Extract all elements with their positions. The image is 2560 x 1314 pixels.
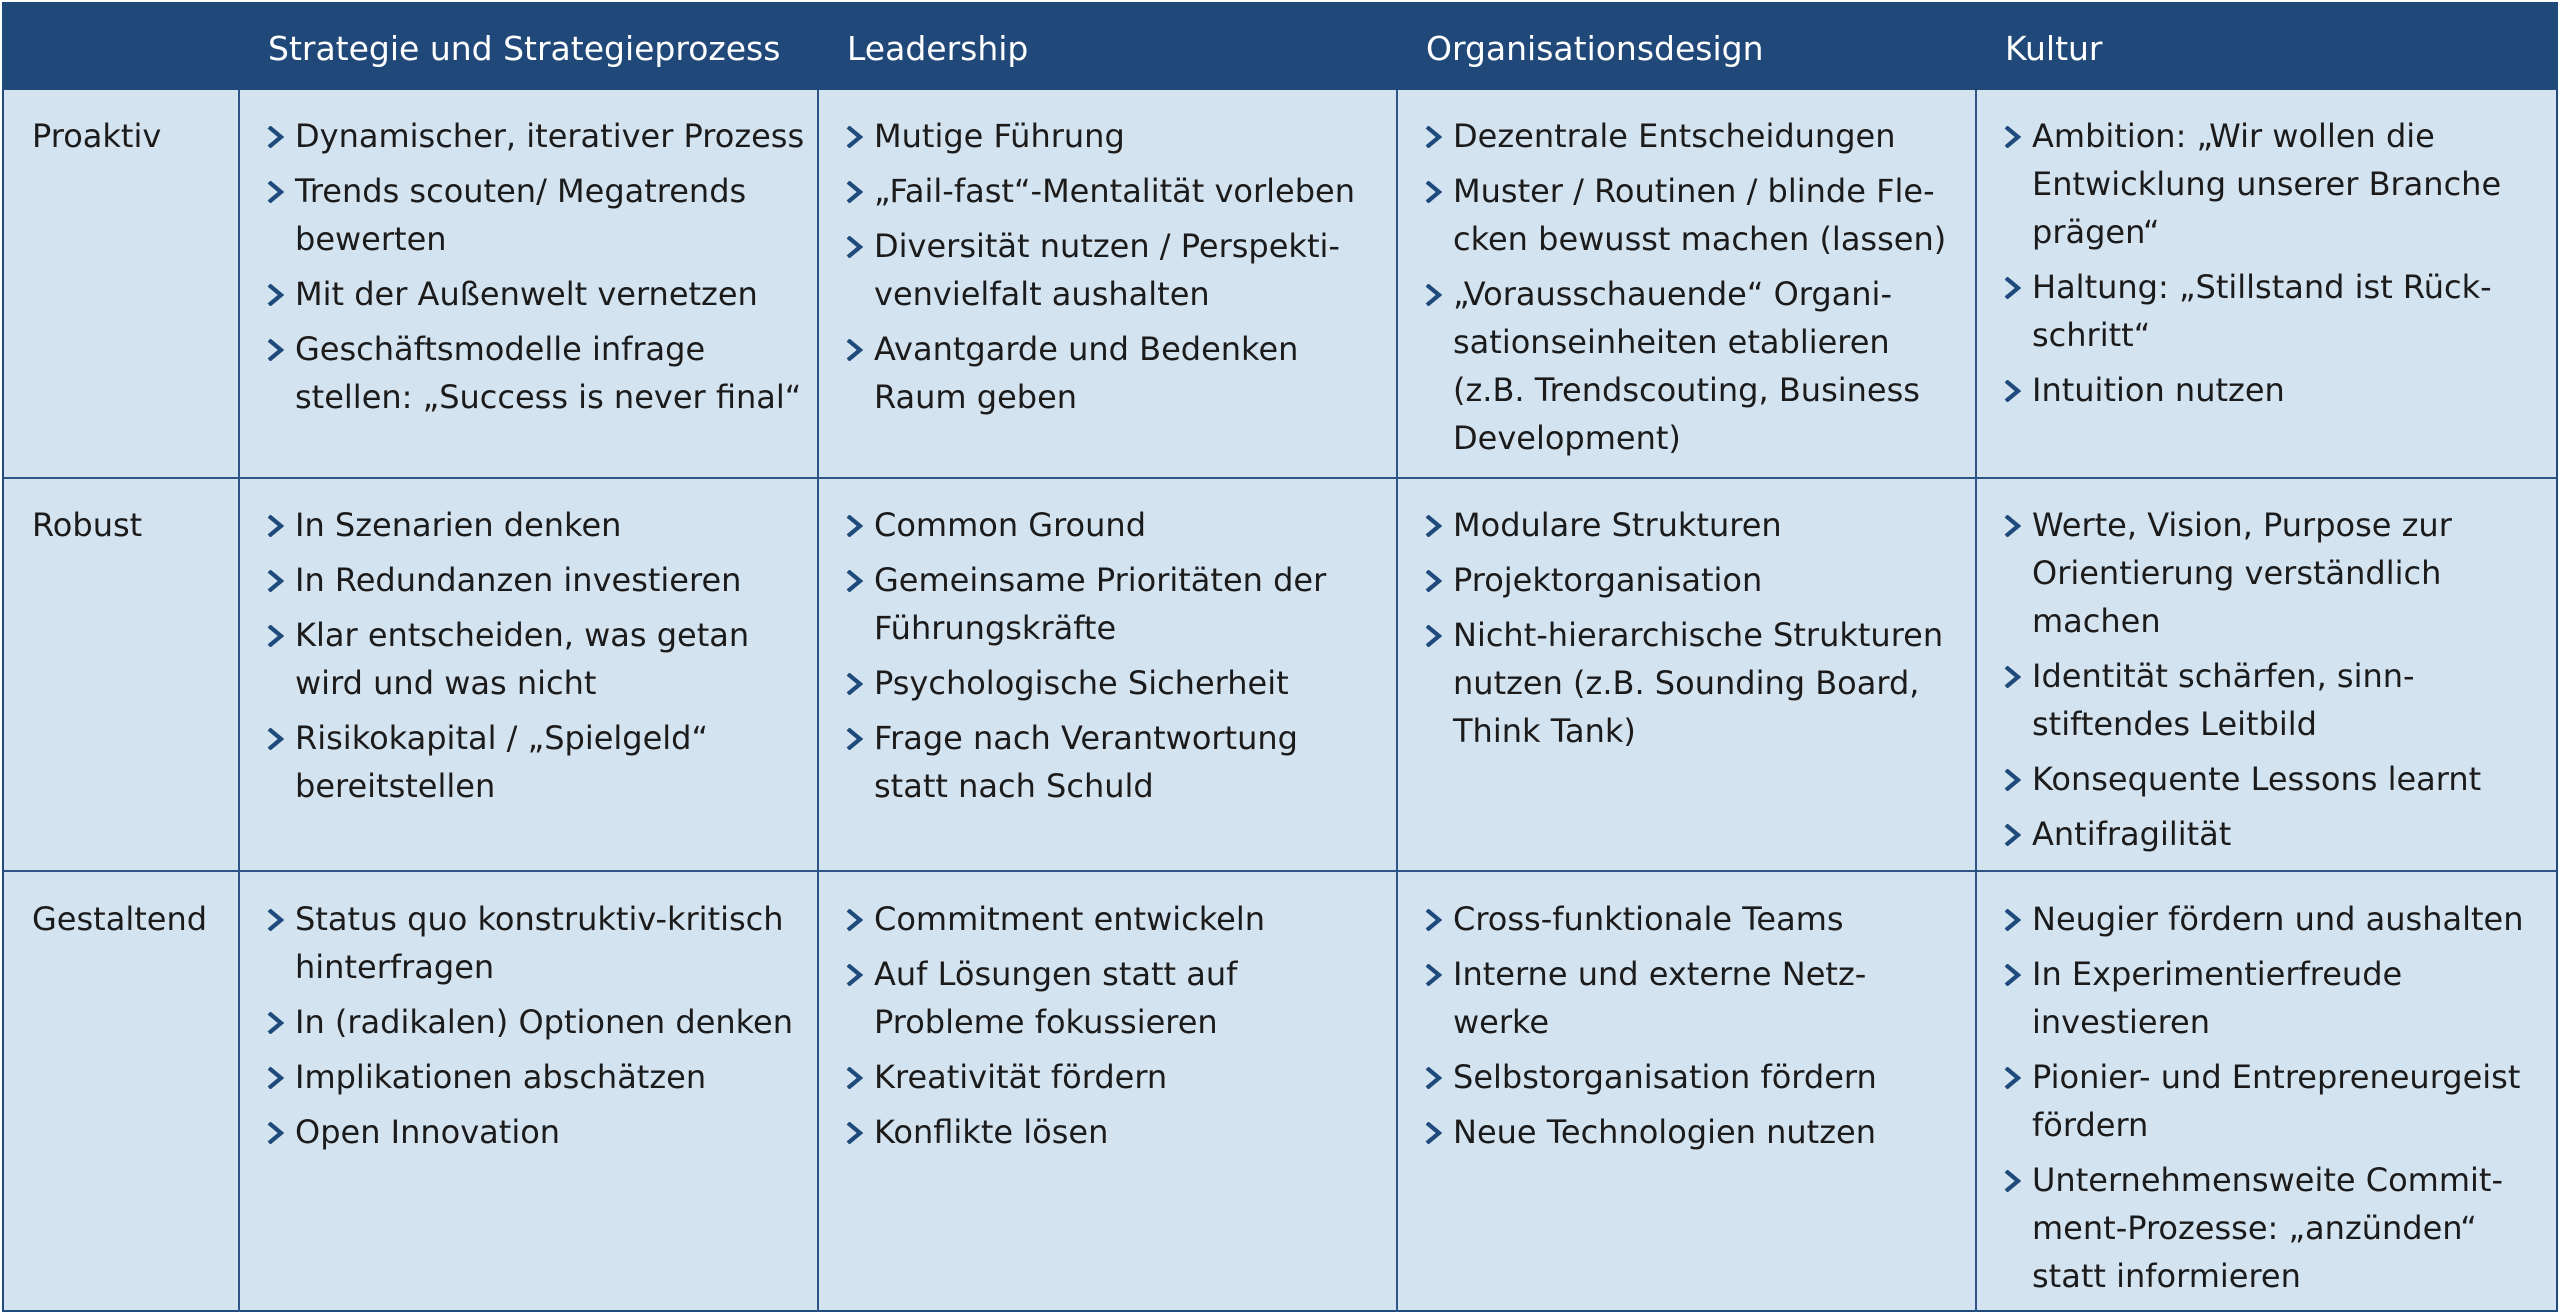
header-strategie: Strategie und Strategieprozess <box>268 29 781 68</box>
list-item <box>2003 366 2548 414</box>
chevron-right-icon <box>1424 570 1442 592</box>
list-item-text: Intuition nutzen <box>2032 371 2285 409</box>
list-item <box>266 714 806 810</box>
list-item-text: Konsequente Lessons learnt <box>2032 760 2482 798</box>
list-item <box>845 556 1385 652</box>
list-item-text: In Experimentierfreude investieren <box>2032 955 2403 1041</box>
list-item-text: Werte, Vision, Purpose zur Orientierung verständlich machen <box>2032 506 2452 640</box>
cell-robust-kultur <box>2003 501 2548 865</box>
chevron-right-icon <box>2003 769 2021 791</box>
list-item-text: „Fail-fast“-Mentalität vorleben <box>874 172 1355 210</box>
list-item-text: Gemeinsame Prioritäten der Führungskräfte <box>874 561 1327 647</box>
chevron-right-icon <box>266 284 284 306</box>
cell-robust-strategie <box>266 501 806 817</box>
list-item <box>845 112 1385 160</box>
list-item <box>1424 1053 1964 1101</box>
list-item-text: Dynamischer, iterativer Prozess <box>295 117 805 155</box>
list-item-text: Avantgarde und Bedenken Raum geben <box>874 330 1299 416</box>
list-item-text: Pionier- und Entrepreneurgeist fördern <box>2032 1058 2521 1144</box>
list-item <box>2003 895 2548 943</box>
row-label-robust: Robust <box>32 506 143 544</box>
list-item <box>266 1053 806 1101</box>
list-item-text: Selbstorganisation fördern <box>1453 1058 1877 1096</box>
list-item <box>845 895 1385 943</box>
list-item <box>266 998 806 1046</box>
row-divider <box>4 477 2556 479</box>
chevron-right-icon <box>2003 666 2021 688</box>
list-item-text: Nicht-hierarchische Strukturen nutzen (z.B. Sounding Board, Think Tank) <box>1453 616 1944 750</box>
list-item <box>266 501 806 549</box>
list-item <box>1424 1108 1964 1156</box>
list-item <box>2003 263 2548 359</box>
list-item <box>845 325 1385 421</box>
list-item-text: Auf Lösungen statt auf Probleme fokussieren <box>874 955 1238 1041</box>
chevron-right-icon <box>845 339 863 361</box>
list-item-text: Mutige Führung <box>874 117 1125 155</box>
list-item <box>845 1053 1385 1101</box>
row-divider <box>4 870 2556 872</box>
list-item <box>266 611 806 707</box>
list-item-text: Konflikte lösen <box>874 1113 1109 1151</box>
list-item <box>266 556 806 604</box>
row-label-proaktiv: Proaktiv <box>32 117 162 155</box>
list-item <box>845 222 1385 318</box>
column-divider <box>238 90 240 1312</box>
list-item-text: Status quo konstruktiv-kritisch hinterfragen <box>295 900 784 986</box>
chevron-right-icon <box>2003 126 2021 148</box>
chevron-right-icon <box>2003 277 2021 299</box>
list-item <box>266 1108 806 1156</box>
list-item-text: Antifragilität <box>2032 815 2232 853</box>
chevron-right-icon <box>845 236 863 258</box>
list-item <box>1424 895 1964 943</box>
cell-gestaltend-kultur <box>2003 895 2548 1307</box>
chevron-right-icon <box>1424 181 1442 203</box>
matrix-table <box>2 2 2558 1312</box>
chevron-right-icon <box>1424 964 1442 986</box>
chevron-right-icon <box>266 1122 284 1144</box>
chevron-right-icon <box>2003 1170 2021 1192</box>
list-item-text: Dezentrale Entscheidungen <box>1453 117 1896 155</box>
cell-proaktiv-strategie <box>266 112 806 428</box>
list-item-text: Implikationen abschätzen <box>295 1058 707 1096</box>
list-item <box>266 325 806 421</box>
cell-gestaltend-strategie <box>266 895 806 1163</box>
list-item-text: Neugier fördern und aushalten <box>2032 900 2524 938</box>
cell-robust-organisationsdesign <box>1424 501 1964 762</box>
list-item-text: Diversität nutzen / Perspekti- venvielfalt aushalten <box>874 227 1340 313</box>
list-item-text: Kreativität fördern <box>874 1058 1168 1096</box>
list-item <box>2003 1053 2548 1149</box>
chevron-right-icon <box>266 1012 284 1034</box>
chevron-right-icon <box>845 964 863 986</box>
column-divider <box>817 90 819 1312</box>
chevron-right-icon <box>266 625 284 647</box>
list-item-text: In Redundanzen investieren <box>295 561 742 599</box>
table-header <box>4 4 2556 90</box>
chevron-right-icon <box>1424 625 1442 647</box>
chevron-right-icon <box>2003 515 2021 537</box>
cell-robust-leadership <box>845 501 1385 817</box>
cell-gestaltend-leadership <box>845 895 1385 1163</box>
list-item <box>266 112 806 160</box>
list-item-text: Cross-funktionale Teams <box>1453 900 1844 938</box>
header-leadership: Leadership <box>847 29 1029 68</box>
list-item-text: Haltung: „Stillstand ist Rück- schritt“ <box>2032 268 2492 354</box>
list-item <box>1424 501 1964 549</box>
list-item-text: Ambition: „Wir wollen die Entwicklung unserer Branche prägen“ <box>2032 117 2502 251</box>
list-item <box>2003 501 2548 645</box>
list-item <box>1424 950 1964 1046</box>
chevron-right-icon <box>1424 126 1442 148</box>
list-item <box>2003 810 2548 858</box>
list-item <box>266 167 806 263</box>
list-item-text: Frage nach Verantwortung statt nach Schuld <box>874 719 1298 805</box>
list-item-text: Unternehmensweite Commit- ment-Prozesse: „anzünden“ statt informieren <box>2032 1161 2503 1295</box>
chevron-right-icon <box>845 570 863 592</box>
list-item-text: Risikokapital / „Spielgeld“ bereitstellen <box>295 719 709 805</box>
list-item-text: Interne und externe Netz- werke <box>1453 955 1867 1041</box>
list-item <box>2003 1156 2548 1300</box>
column-divider <box>1975 90 1977 1312</box>
list-item <box>1424 270 1964 462</box>
chevron-right-icon <box>2003 824 2021 846</box>
list-item-text: Open Innovation <box>295 1113 561 1151</box>
chevron-right-icon <box>845 728 863 750</box>
cell-proaktiv-leadership <box>845 112 1385 428</box>
list-item-text: Geschäftsmodelle infrage stellen: „Success is never final“ <box>295 330 802 416</box>
list-item <box>845 714 1385 810</box>
list-item-text: Identität schärfen, sinn- stiftendes Leitbild <box>2032 657 2415 743</box>
chevron-right-icon <box>845 126 863 148</box>
list-item-text: Muster / Routinen / blinde Fle- cken bewusst machen (lassen) <box>1453 172 1947 258</box>
list-item-text: Psychologische Sicherheit <box>874 664 1289 702</box>
list-item <box>266 895 806 991</box>
list-item <box>266 270 806 318</box>
header-kultur: Kultur <box>2005 29 2103 68</box>
chevron-right-icon <box>2003 1067 2021 1089</box>
chevron-right-icon <box>266 728 284 750</box>
chevron-right-icon <box>266 126 284 148</box>
cell-gestaltend-organisationsdesign <box>1424 895 1964 1163</box>
chevron-right-icon <box>1424 1122 1442 1144</box>
chevron-right-icon <box>266 570 284 592</box>
chevron-right-icon <box>2003 380 2021 402</box>
cell-proaktiv-organisationsdesign <box>1424 112 1964 469</box>
column-divider <box>1396 90 1398 1312</box>
list-item-text: Mit der Außenwelt vernetzen <box>295 275 758 313</box>
chevron-right-icon <box>845 673 863 695</box>
list-item <box>2003 950 2548 1046</box>
list-item-text: In Szenarien denken <box>295 506 622 544</box>
list-item-text: Commitment entwickeln <box>874 900 1265 938</box>
chevron-right-icon <box>1424 515 1442 537</box>
list-item-text: Neue Technologien nutzen <box>1453 1113 1876 1151</box>
list-item-text: Modulare Strukturen <box>1453 506 1782 544</box>
chevron-right-icon <box>845 909 863 931</box>
chevron-right-icon <box>845 1122 863 1144</box>
list-item <box>1424 556 1964 604</box>
chevron-right-icon <box>266 181 284 203</box>
list-item <box>845 501 1385 549</box>
list-item-text: In (radikalen) Optionen denken <box>295 1003 794 1041</box>
list-item <box>845 1108 1385 1156</box>
list-item <box>845 659 1385 707</box>
chevron-right-icon <box>1424 284 1442 306</box>
chevron-right-icon <box>266 1067 284 1089</box>
list-item <box>1424 112 1964 160</box>
chevron-right-icon <box>845 515 863 537</box>
chevron-right-icon <box>845 1067 863 1089</box>
chevron-right-icon <box>845 181 863 203</box>
list-item <box>845 167 1385 215</box>
list-item-text: Trends scouten/ Megatrends bewerten <box>295 172 747 258</box>
list-item <box>2003 755 2548 803</box>
chevron-right-icon <box>266 909 284 931</box>
chevron-right-icon <box>266 339 284 361</box>
list-item <box>2003 112 2548 256</box>
chevron-right-icon <box>2003 964 2021 986</box>
list-item <box>845 950 1385 1046</box>
chevron-right-icon <box>266 515 284 537</box>
cell-proaktiv-kultur <box>2003 112 2548 421</box>
chevron-right-icon <box>1424 909 1442 931</box>
header-organisationsdesign: Organisationsdesign <box>1426 29 1764 68</box>
list-item-text: Klar entscheiden, was getan wird und was nicht <box>295 616 750 702</box>
list-item <box>1424 167 1964 263</box>
chevron-right-icon <box>1424 1067 1442 1089</box>
list-item-text: Common Ground <box>874 506 1146 544</box>
list-item <box>1424 611 1964 755</box>
row-label-gestaltend: Gestaltend <box>32 900 208 938</box>
list-item-text: Projektorganisation <box>1453 561 1763 599</box>
list-item-text: „Vorausschauende“ Organi- sationseinheiten etablieren (z.B. Trendscouting, Business Development) <box>1453 275 1920 457</box>
chevron-right-icon <box>2003 909 2021 931</box>
list-item <box>2003 652 2548 748</box>
